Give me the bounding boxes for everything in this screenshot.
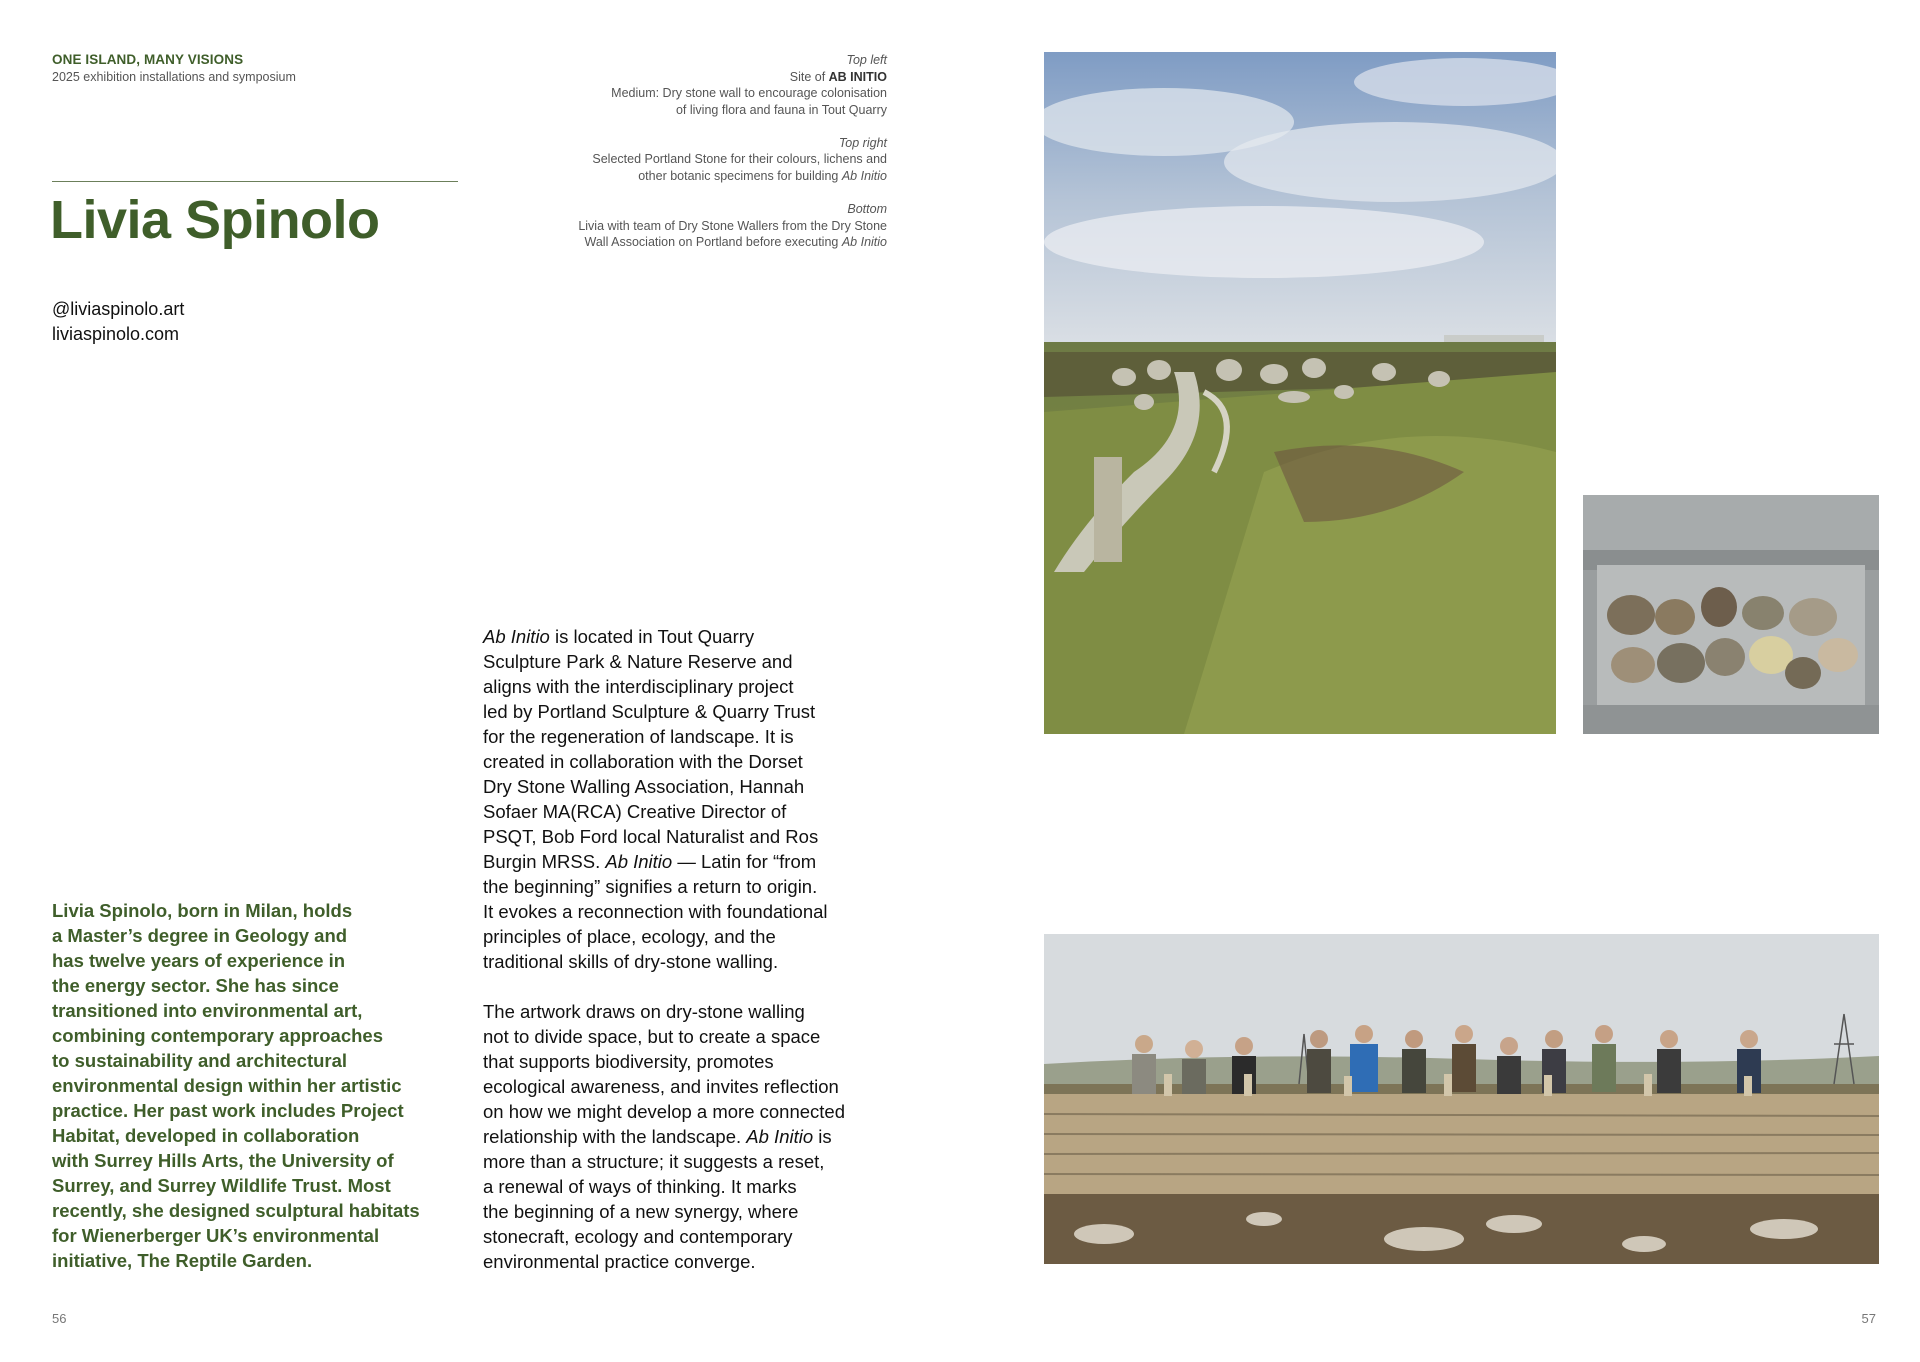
caption-italic: Ab Initio [841, 169, 887, 184]
bio-line: Surrey, and Surrey Wildlife Trust. Most [52, 1175, 391, 1196]
photo-quarry-site [1044, 52, 1556, 734]
text-segment: led by Portland Sculpture & Quarry Trust [483, 701, 816, 722]
artist-name: Livia Spinolo [50, 190, 380, 250]
text-segment: Dry Stone Walling Association, Hannah [483, 776, 805, 797]
description-line [483, 749, 903, 774]
description-line [483, 1124, 903, 1149]
italic-title: Ab Initio [605, 851, 673, 872]
page-number-right: 57 [1861, 1311, 1876, 1326]
page-number-left: 56 [52, 1311, 67, 1326]
description-line [483, 674, 903, 699]
text-segment: The artwork draws on dry-stone walling [483, 1001, 805, 1022]
caption-text: Wall Association on Portland before executing [584, 235, 842, 250]
bio-line: practice. Her past work includes Project [52, 1100, 404, 1121]
bio-line: for Wienerberger UK’s environmental [52, 1225, 380, 1246]
caption-top-right [507, 135, 887, 185]
caption-site-name: AB INITIO [828, 69, 887, 84]
description-line [483, 1024, 903, 1049]
caption-line: Livia with team of Dry Stone Wallers from the Dry Stone [578, 218, 887, 233]
caption-site-prefix: Site of [789, 69, 829, 84]
caption-position-label: Bottom [847, 202, 887, 217]
text-segment: is [813, 1126, 832, 1147]
text-segment: the beginning of a new synergy, where [483, 1201, 799, 1222]
description-line [483, 1224, 903, 1249]
caption-line: Selected Portland Stone for their colours, lichens and [592, 152, 887, 167]
bio-line: initiative, The Reptile Garden. [52, 1250, 313, 1271]
photo-captions [507, 52, 887, 267]
series-title: ONE ISLAND, MANY VISIONS [52, 52, 244, 67]
website-link[interactable]: liviaspinolo.com [52, 324, 180, 344]
bio-line: environmental design within her artistic [52, 1075, 402, 1096]
text-segment: that supports biodiversity, promotes [483, 1051, 774, 1072]
caption-bottom [507, 201, 887, 251]
text-segment: for the regeneration of landscape. It is [483, 726, 794, 747]
text-segment: created in collaboration with the Dorset [483, 751, 803, 772]
text-segment: on how we might develop a more connected [483, 1101, 845, 1122]
description-line [483, 824, 903, 849]
description-line [483, 774, 903, 799]
description-line [483, 724, 903, 749]
caption-line: Medium: Dry stone wall to encourage colonisation [611, 86, 887, 101]
text-segment: stonecraft, ecology and contemporary [483, 1226, 793, 1247]
italic-title: Ab Initio [746, 1126, 814, 1147]
caption-line: of living flora and fauna in Tout Quarry [675, 102, 887, 117]
text-segment: is located in Tout Quarry [549, 626, 755, 647]
artist-links [52, 297, 184, 347]
text-segment: more than a structure; it suggests a reset, [483, 1151, 825, 1172]
bio-line: the energy sector. She has since [52, 975, 339, 996]
artist-bio [52, 898, 462, 1273]
text-segment: Sculpture Park & Nature Reserve and [483, 651, 793, 672]
text-segment: — Latin for “from [672, 851, 817, 872]
caption-line [507, 168, 887, 185]
instagram-handle[interactable]: @liviaspinolo.art [52, 299, 185, 319]
bio-line: recently, she designed sculptural habitats [52, 1200, 420, 1221]
text-segment: ecological awareness, and invites reflection [483, 1076, 839, 1097]
text-segment: not to divide space, but to create a space [483, 1026, 821, 1047]
bio-line: a Master’s degree in Geology and [52, 925, 348, 946]
text-segment: relationship with the landscape. [483, 1126, 747, 1147]
title-divider [52, 181, 458, 182]
caption-line [507, 234, 887, 251]
text-segment: a renewal of ways of thinking. It marks [483, 1176, 797, 1197]
caption-position-label: Top right [838, 135, 887, 150]
text-segment: environmental practice converge. [483, 1251, 756, 1272]
description-line [483, 999, 903, 1024]
bio-line: to sustainability and architectural [52, 1050, 348, 1071]
italic-title: Ab Initio [483, 626, 550, 647]
text-segment: principles of place, ecology, and the [483, 926, 776, 947]
description-line [483, 849, 903, 874]
text-segment: Burgin MRSS. [483, 851, 606, 872]
description-line [483, 1249, 903, 1274]
caption-italic: Ab Initio [841, 235, 887, 250]
description-line [483, 874, 903, 899]
description-line [483, 1099, 903, 1124]
text-segment: aligns with the interdisciplinary project [483, 676, 794, 697]
description-line [483, 624, 903, 649]
description-line [483, 924, 903, 949]
description-line [483, 1199, 903, 1224]
photo-selected-stones [1583, 495, 1879, 734]
project-description [483, 624, 903, 1274]
description-line [483, 699, 903, 724]
description-line [483, 1149, 903, 1174]
photo-team-wall [1044, 934, 1879, 1264]
description-line [483, 1074, 903, 1099]
bio-line: transitioned into environmental art, [52, 1000, 363, 1021]
description-line [483, 1174, 903, 1199]
bio-line: has twelve years of experience in [52, 950, 346, 971]
text-segment: PSQT, Bob Ford local Naturalist and Ros [483, 826, 819, 847]
caption-site-line [507, 69, 887, 86]
bio-line: Habitat, developed in collaboration [52, 1125, 360, 1146]
caption-text: other botanic specimens for building [638, 169, 842, 184]
bio-line: with Surrey Hills Arts, the University of [52, 1150, 394, 1171]
text-segment: It evokes a reconnection with foundational [483, 901, 828, 922]
description-paragraph-2 [483, 999, 903, 1274]
text-segment: traditional skills of dry-stone walling. [483, 951, 779, 972]
text-segment: Sofaer MA(RCA) Creative Director of [483, 801, 787, 822]
series-subtitle: 2025 exhibition installations and symposium [52, 70, 296, 84]
description-line [483, 649, 903, 674]
description-line [483, 899, 903, 924]
text-segment: the beginning” signifies a return to origin. [483, 876, 818, 897]
description-line [483, 1049, 903, 1074]
description-line [483, 949, 903, 974]
description-paragraph-1 [483, 624, 903, 974]
description-line [483, 799, 903, 824]
paragraph-spacer [483, 974, 903, 999]
bio-line: combining contemporary approaches [52, 1025, 384, 1046]
caption-position-label: Top left [846, 53, 887, 67]
caption-top-left [507, 52, 887, 118]
bio-line: Livia Spinolo, born in Milan, holds [52, 900, 353, 921]
